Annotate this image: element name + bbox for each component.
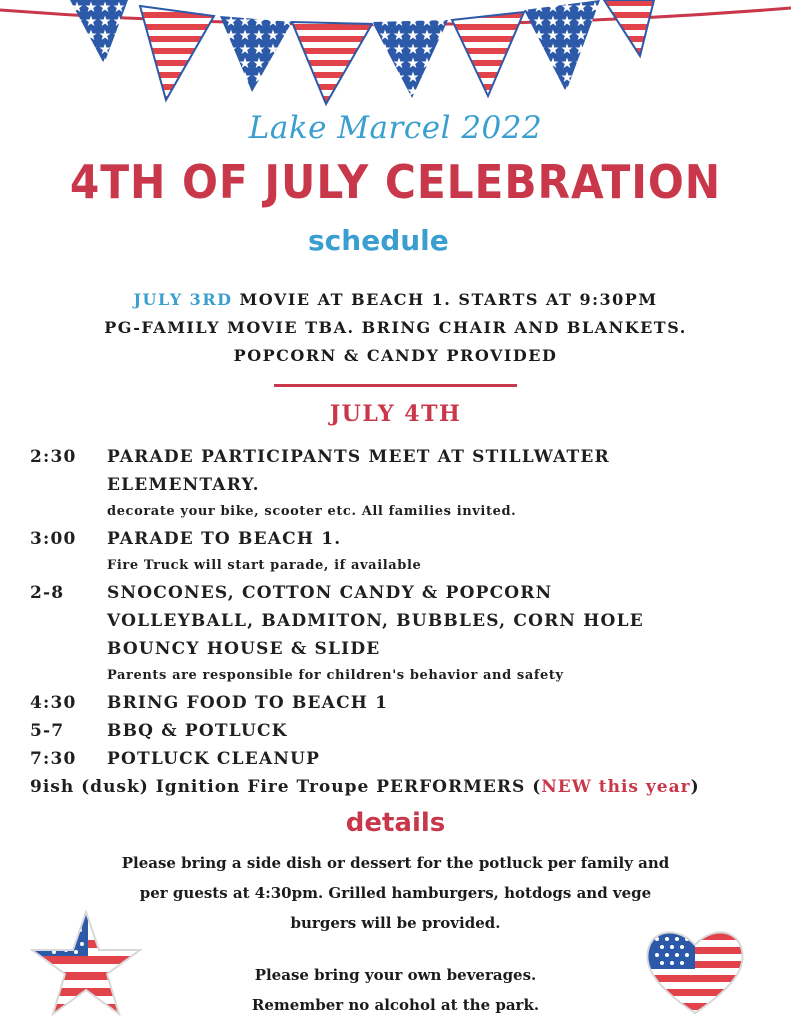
intro-line-1-rest: MOVIE AT BEACH 1. STARTS AT 9:30PM [232,290,658,309]
pennant-2 [140,6,214,100]
page-title: 4TH OF JULY CELEBRATION [69,155,722,209]
schedule-time: 7:30 [30,749,77,769]
pennant-5 [372,20,448,98]
details-heading: details [345,808,446,838]
july-3rd-label: JULY 3RD [133,290,233,309]
pennant-3 [220,16,292,92]
schedule-time: 3:00 [30,529,77,549]
schedule-time: 5-7 [30,721,65,741]
flag-star-icon [30,910,142,1018]
new-this-year-badge: NEW this year [541,777,691,797]
dusk-text: 9ish (dusk) Ignition Fire Troupe PERFORMERS ( [30,777,542,797]
section-divider [274,384,517,387]
july-3rd-intro [0,286,791,370]
schedule-item-2-8 [30,579,790,663]
schedule-text: POTLUCK CLEANUP [107,749,321,769]
intro-line-3: POPCORN & CANDY PROVIDED [233,346,558,365]
schedule-item-5-7 [30,717,790,745]
schedule-note: Parents are responsible for children's behavior and safety [107,668,564,683]
details-line: Please bring a side dish or dessert for the potluck per family and [121,854,670,872]
schedule-item-dusk [30,773,790,801]
pennant-8 [604,0,654,56]
flag-heart-icon [643,925,747,1017]
event-subtitle: Lake Marcel 2022 [248,110,543,146]
july-4th-heading: JULY 4TH [329,401,462,427]
schedule-item-430 [30,689,790,717]
intro-line-2: PG-FAMILY MOVIE TBA. BRING CHAIR AND BLANKETS. [104,318,687,337]
pennant-4 [292,22,372,104]
schedule-note: Fire Truck will start parade, if available [107,558,422,573]
dusk-text-end: ) [690,777,700,797]
beverage-line: Please bring your own beverages. [254,966,537,984]
schedule-text: PARADE PARTICIPANTS MEET AT STILLWATER [107,447,610,467]
schedule-text: VOLLEYBALL, BADMITON, BUBBLES, CORN HOLE [107,611,644,631]
schedule-text: BBQ & POTLUCK [107,721,288,741]
schedule-time: 2:30 [30,447,77,467]
schedule-time: 4:30 [30,693,77,713]
schedule-note: decorate your bike, scooter etc. All families invited. [107,504,517,519]
details-line: per guests at 4:30pm. Grilled hamburgers, hotdogs and vege [139,884,652,902]
schedule-heading: schedule [308,224,449,257]
beverage-line: Remember no alcohol at the park. [251,996,540,1014]
schedule-item-730 [30,745,790,773]
schedule-text: BRING FOOD TO BEACH 1 [107,693,389,713]
flag-bunting-decoration [0,0,791,110]
schedule-time: 2-8 [30,583,65,603]
pennant-7 [524,0,600,92]
schedule-text: PARADE TO BEACH 1. [107,529,342,549]
details-line: burgers will be provided. [290,914,501,932]
schedule-text: ELEMENTARY. [107,475,260,495]
schedule-item-300 [30,525,790,553]
schedule-text: BOUNCY HOUSE & SLIDE [107,639,381,659]
schedule-list [30,443,790,801]
pennant-6 [452,12,524,96]
schedule-item-230 [30,443,790,499]
intro-line-1 [0,286,791,314]
schedule-text: SNOCONES, COTTON CANDY & POPCORN [107,583,553,603]
pennant-1 [70,0,128,64]
